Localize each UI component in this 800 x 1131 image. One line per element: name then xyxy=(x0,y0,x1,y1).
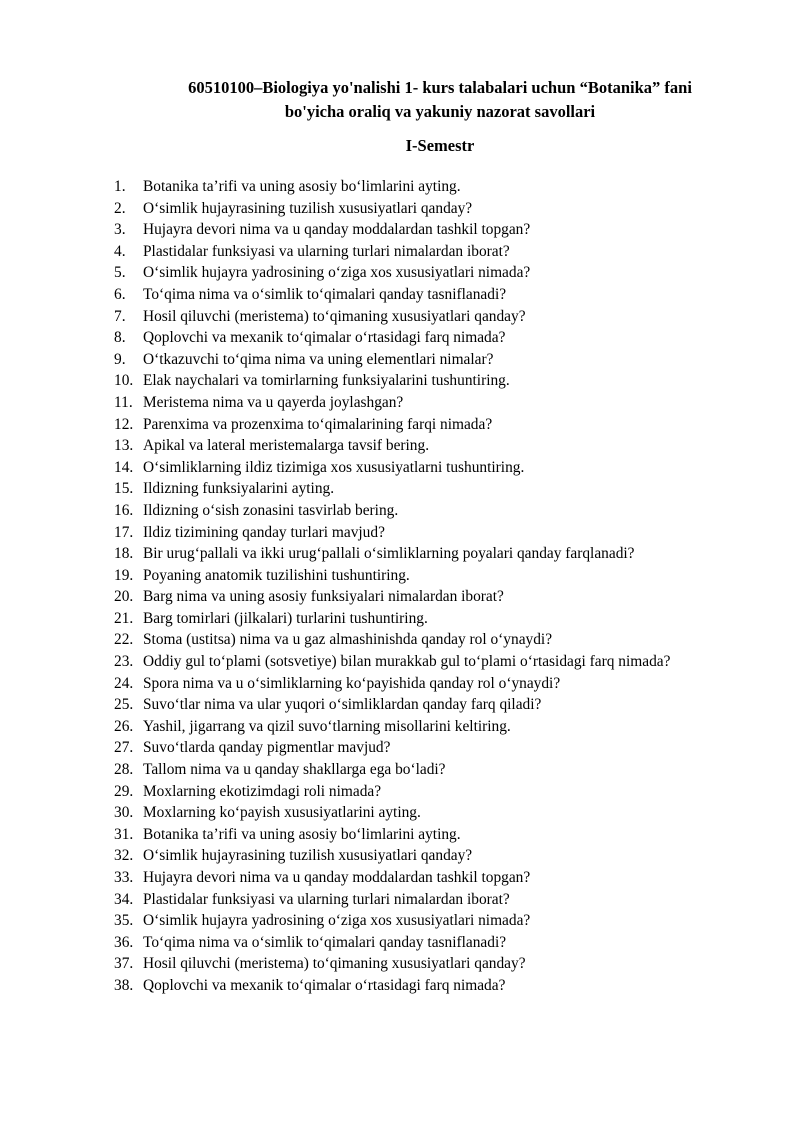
question-item xyxy=(114,586,734,608)
question-item xyxy=(114,262,734,284)
question-number: 3. xyxy=(114,221,126,239)
question-item xyxy=(114,219,734,241)
question-text: Botanika ta’rifi va uning asosiy bo‘limlarini ayting. xyxy=(143,178,461,195)
question-item xyxy=(114,284,734,306)
question-number: 15. xyxy=(114,480,134,498)
question-text: O‘simliklarning ildiz tizimiga xos xususiyatlarni tushuntiring. xyxy=(143,458,525,476)
question-text: O‘simlik hujayrasining tuzilish xususiyatlari qanday? xyxy=(143,199,473,217)
question-number: 30. xyxy=(114,804,134,822)
question-text: To‘qima nima va o‘simlik to‘qimalari qanday tasniflanadi? xyxy=(143,285,507,303)
question-item xyxy=(114,737,734,759)
question-text: Ildizning funksiyalarini ayting. xyxy=(143,480,335,498)
question-text: Elak naychalari va tomirlarning funksiyalarini tushuntiring. xyxy=(143,372,510,390)
question-item xyxy=(114,500,734,522)
question-item xyxy=(114,716,734,738)
question-number: 24. xyxy=(114,674,134,692)
question-number: 28. xyxy=(114,761,134,779)
question-item xyxy=(114,457,734,479)
question-text: Plastidalar funksiyasi va ularning turlari nimalardan iborat? xyxy=(143,242,510,260)
question-item xyxy=(114,932,734,954)
question-text: Hosil qiluvchi (meristema) to‘qimaning xususiyatlari qanday? xyxy=(143,307,526,325)
question-item xyxy=(114,608,734,630)
question-text: Plastidalar funksiyasi va ularning turlari nimalardan iborat? xyxy=(143,890,510,908)
question-number: 33. xyxy=(114,869,134,886)
question-number: 35. xyxy=(114,912,134,930)
question-item xyxy=(114,953,734,975)
question-text: Qoplovchi va mexanik to‘qimalar o‘rtasidagi farq nimada? xyxy=(143,976,506,994)
question-text: Barg tomirlari (jilkalari) turlarini tushuntiring. xyxy=(143,609,428,627)
question-text: Stoma (ustitsa) nima va u gaz almashinishda qanday rol o‘ynaydi? xyxy=(143,631,553,649)
question-text: Ildiz tizimining qanday turlari mavjud? xyxy=(143,523,385,541)
question-text: Moxlarning ekotizimdagi roli nimada? xyxy=(143,782,382,800)
question-number: 25. xyxy=(114,696,134,714)
question-number: 1. xyxy=(114,178,126,195)
question-text: O‘tkazuvchi to‘qima nima va uning elementlari nimalar? xyxy=(143,350,494,368)
question-text: Bir urug‘pallali va ikki urug‘pallali o‘simliklarning poyalari qanday farqlanadi? xyxy=(143,545,635,563)
question-list xyxy=(114,176,734,997)
question-item xyxy=(114,694,734,716)
question-number: 13. xyxy=(114,437,134,455)
question-number: 38. xyxy=(114,976,134,994)
question-number: 23. xyxy=(114,653,134,671)
question-text: Poyaning anatomik tuzilishini tushuntiring. xyxy=(143,566,410,584)
question-number: 5. xyxy=(114,264,126,282)
question-number: 7. xyxy=(114,307,126,325)
question-number: 17. xyxy=(114,523,134,541)
question-number: 16. xyxy=(114,501,134,519)
question-text: Moxlarning ko‘payish xususiyatlarini ayting. xyxy=(143,804,421,822)
question-item xyxy=(114,522,734,544)
question-number: 10. xyxy=(114,372,134,390)
question-item xyxy=(114,370,734,392)
question-item xyxy=(114,543,734,565)
question-number: 6. xyxy=(114,285,126,303)
question-number: 4. xyxy=(114,242,126,260)
question-text: Botanika ta’rifi va uning asosiy bo‘limlarini ayting. xyxy=(143,825,461,843)
question-number: 20. xyxy=(114,588,134,606)
question-number: 29. xyxy=(114,782,134,800)
question-item xyxy=(114,478,734,500)
question-number: 9. xyxy=(114,350,126,368)
question-text: O‘simlik hujayrasining tuzilish xususiyatlari qanday? xyxy=(143,847,473,865)
question-number: 37. xyxy=(114,955,134,973)
question-text: Suvo‘tlar nima va ular yuqori o‘simliklardan qanday farq qiladi? xyxy=(143,696,542,714)
question-number: 12. xyxy=(114,415,134,433)
semester-heading: I-Semestr xyxy=(405,136,475,155)
question-text: Ildizning o‘sish zonasini tasvirlab bering. xyxy=(143,501,399,519)
question-text: O‘simlik hujayra yadrosining o‘ziga xos xususiyatlari nimada? xyxy=(143,264,531,282)
question-item xyxy=(114,629,734,651)
document-title xyxy=(120,76,760,124)
question-number: 19. xyxy=(114,566,134,584)
question-number: 22. xyxy=(114,631,134,649)
question-number: 14. xyxy=(114,458,134,476)
question-number: 21. xyxy=(114,609,134,627)
question-number: 32. xyxy=(114,847,134,865)
question-number: 31. xyxy=(114,825,134,843)
question-text: Barg nima va uning asosiy funksiyalari nimalardan iborat? xyxy=(143,588,504,606)
question-item xyxy=(114,414,734,436)
question-item xyxy=(114,435,734,457)
question-item xyxy=(114,327,734,349)
question-number: 2. xyxy=(114,199,126,217)
question-text: Hujayra devori nima va u qanday moddalardan tashkil topgan? xyxy=(143,869,531,886)
question-text: To‘qima nima va o‘simlik to‘qimalari qanday tasniflanadi? xyxy=(143,933,507,951)
question-number: 26. xyxy=(114,717,134,735)
question-item xyxy=(114,198,734,220)
question-number: 36. xyxy=(114,933,134,951)
question-number: 8. xyxy=(114,329,126,347)
question-text: O‘simlik hujayra yadrosining o‘ziga xos xususiyatlari nimada? xyxy=(143,912,531,930)
question-text: Tallom nima va u qanday shakllarga ega bo‘ladi? xyxy=(143,761,446,779)
question-text: Hujayra devori nima va u qanday moddalardan tashkil topgan? xyxy=(143,221,531,239)
question-text: Oddiy gul to‘plami (sotsvetiye) bilan murakkab gul to‘plami o‘rtasidagi farq nimada? xyxy=(143,653,671,671)
question-text: Parenxima va prozenxima to‘qimalarining farqi nimada? xyxy=(143,415,493,433)
question-item xyxy=(114,651,734,673)
question-item xyxy=(114,349,734,371)
question-item xyxy=(114,176,734,198)
question-item xyxy=(114,565,734,587)
question-item xyxy=(114,910,734,932)
question-number: 34. xyxy=(114,890,134,908)
question-number: 27. xyxy=(114,739,134,757)
question-number: 18. xyxy=(114,545,134,563)
question-item xyxy=(114,673,734,695)
question-item xyxy=(114,824,734,846)
question-item xyxy=(114,759,734,781)
question-item xyxy=(114,975,734,997)
question-text: Suvo‘tlarda qanday pigmentlar mavjud? xyxy=(143,739,391,757)
question-text: Spora nima va u o‘simliklarning ko‘payishida qanday rol o‘ynaydi? xyxy=(143,674,561,692)
question-item xyxy=(114,781,734,803)
question-item xyxy=(114,306,734,328)
question-text: Hosil qiluvchi (meristema) to‘qimaning xususiyatlari qanday? xyxy=(143,955,526,973)
question-text: Apikal va lateral meristemalarga tavsif bering. xyxy=(143,437,430,455)
question-item xyxy=(114,867,734,889)
question-text: Qoplovchi va mexanik to‘qimalar o‘rtasidagi farq nimada? xyxy=(143,329,506,347)
question-text: Yashil, jigarrang va qizil suvo‘tlarning misollarini keltiring. xyxy=(143,717,511,735)
question-text: Meristema nima va u qayerda joylashgan? xyxy=(143,393,404,411)
question-item xyxy=(114,241,734,263)
question-item xyxy=(114,802,734,824)
document-title-line-2: bo'yicha oraliq va yakuniy nazorat savollari xyxy=(284,102,596,121)
question-item xyxy=(114,845,734,867)
question-item xyxy=(114,392,734,414)
question-number: 11. xyxy=(114,393,133,411)
question-item xyxy=(114,889,734,911)
document-title-line-1: 60510100–Biologiya yo'nalishi 1- kurs talabalari uchun “Botanika” fani xyxy=(188,78,692,97)
